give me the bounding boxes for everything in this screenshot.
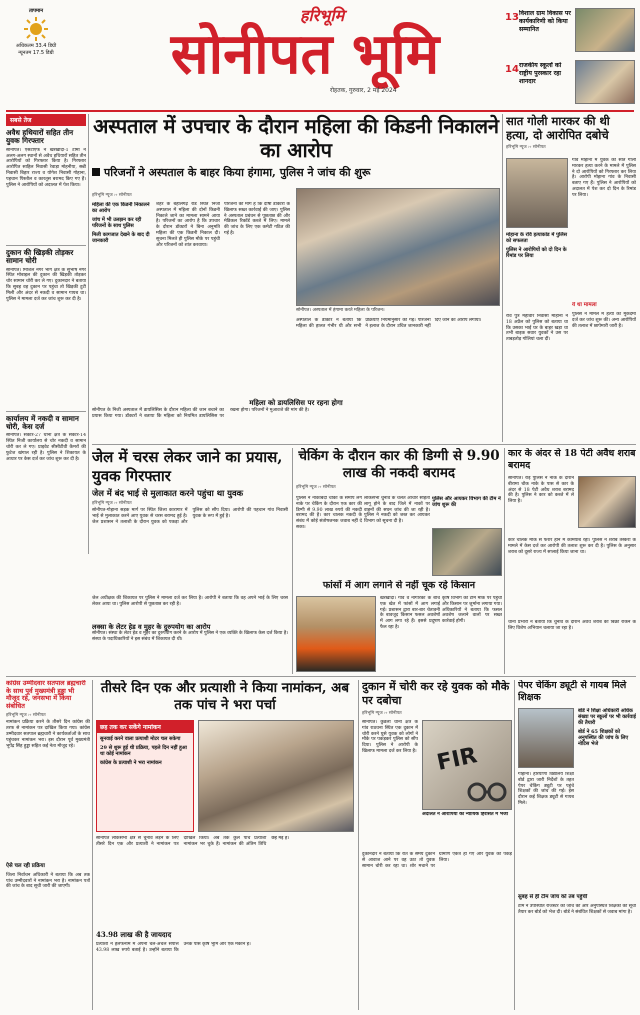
- murder-story: [506, 114, 636, 442]
- liquor-body-2: कार चालक मौके से फरार होने में कामयाब रहा। पुलिस ने शराब तस्करी के मामले में केस दर्ज कर आरोपी की तलाश शुरू कर दी है। पुलिस के अनुसार शराब को दूसरे राज्य में सप्लाई किया जाना था।: [508, 538, 636, 555]
- brand-small: हरिभूमि: [300, 6, 345, 25]
- liquor-body-3: थाना प्रभारी ने बताया कि चुनाव के दौरान अवैध शराब की बिक्री रोकने के लिए विशेष अभियान चलाया जा रहा है।: [508, 620, 636, 631]
- fire-body-1: खरखौदा। गांव व नागरिकों के बीच एक खेत में फांसों में आग लगाई गई। प्रशासन द्वारा बार-बार चेतावनी के बावजूद किसान फसल अवशेषों में आग लगा रहे हैं। इससे प्रदूषण फैल रहा है।: [380, 596, 440, 630]
- fire-body-2: कृषि विभाग की टीम मौके पर पहुंची और किसान पर जुर्माना लगाया गया। अधिकारियों ने बताया कि फसल अवशेष जलाने वालों पर सख्त कार्रवाई होगी।: [442, 596, 502, 625]
- jail-mini-headline[interactable]: लक्सा के लेटर हेड व मुहर के दुरुपयोग का आरोप: [92, 623, 211, 631]
- teaser-2[interactable]: [505, 58, 635, 108]
- jail-body-2: जेल अधीक्षक की शिकायत पर पुलिस ने मामला दर्ज कर लिया है। आरोपी ने बताया कि वह अपने भाई के लिए चरस लेकर आया था। पुलिस आरोपी से पूछताछ कर रही है।: [92, 596, 288, 607]
- teaser-2-number: 14: [505, 64, 519, 75]
- politics-side-body-2: जिला निर्वाचन अधिकारी ने बताया कि अब तक पांच उम्मीदवारों ने नामांकन भरा है। नामांकन पत्रों की जांच के बाद सूची जारी की जाएगी।: [6, 872, 90, 890]
- jail-subhead: जेल में बंद भाई से मुलाकात करने पहुंचा था युवक: [92, 488, 244, 498]
- nomination-story: [96, 680, 354, 1010]
- sun-icon: [23, 16, 49, 42]
- fire-headline[interactable]: फांसों में आग लगाने से नहीं चूक रहे किसान: [322, 580, 476, 591]
- nomination-box-title: छह तक कर सकेंगे नामांकन: [97, 721, 193, 733]
- sidebar-header: सबसे तेज: [6, 114, 86, 126]
- lead-mini-headline[interactable]: महिला को डायलिसिस पर रहना होगा: [249, 398, 343, 407]
- lead-mini-body: सोनीपत के निजी अस्पताल में डायलिसिस के दौरान महिला की जान बचाने का प्रयास किया गया। डॉक्टरों ने बताया कि महिला को नियमित डायलिसिस पर रखना होगा। परिजनों ने मुआवजे की मांग की है।: [92, 408, 310, 419]
- lead-bullet-1: महिला की एक किडनी निकालने का आरोप: [92, 202, 150, 214]
- murder-body-1: गांव मोहाना में युवक की सात गोली मारकर हत्या करने के मामले में पुलिस ने दो आरोपियों को गिरफ्तार कर लिया है। आरोपी मोहाना गांव के निवासी बताए गए हैं। पुलिस ने आरोपियों को अदालत में पेश कर दो दिन के रिमांड पर लिया।: [572, 158, 636, 198]
- lead-photo-caption: सोनीपत। अस्पताल में हंगामा करते महिला के परिजन।: [296, 308, 385, 313]
- teaser-2-photo: [575, 60, 635, 104]
- politics-side-body: नामांकन प्रक्रिया करने के तीसरे दिन कांग्रेस की तरफ से नामांकन पत्र दाखिल किया गया। कांग्रेस उम्मीदवार सतपाल ब्रह्मचारी ने कार्यकर्ताओं के साथ पहुंचकर नामांकन भरा। इस दौरान पूर्व मुख्यमंत्री भूपेंद्र सिंह हुड्डा सहित कई नेता मौजूद रहे।: [6, 720, 90, 749]
- fir-label: FIR: [434, 743, 480, 776]
- handcuff-icon: [467, 781, 507, 803]
- nomination-box-item-1: सुनवाई करने वाला प्रत्याशी मोटर चल सकेगा: [100, 736, 181, 742]
- liquor-headline[interactable]: कार के अंदर से 18 पेटी अवैध शराब बरामद: [508, 448, 636, 471]
- lead-subhead: [92, 166, 500, 180]
- teacher-photo: [518, 708, 574, 768]
- shop-caption: अदालत ने आरोपियों को न्यायिक हिरासत में भेजा: [422, 812, 508, 817]
- cash-story: [296, 448, 502, 578]
- jail-byline: हरिभूमि न्यूज ›› सोनीपत: [92, 501, 132, 506]
- teaser-1-photo: [575, 8, 635, 52]
- square-bullet-icon: [92, 168, 100, 176]
- jail-story: [92, 448, 288, 674]
- murder-headline[interactable]: सात गोली मारकर की थी हत्या, दो आरोपित दबोचे: [506, 114, 610, 142]
- teacher-story: [518, 680, 636, 1010]
- fir-graphic: [422, 720, 512, 810]
- politics-side-subhead: ऐसे चल रही प्रक्रिया: [6, 863, 45, 870]
- shop-body: सोनीपत। कुंडली थाना क्षेत्र के गांव राठधना स्थित एक दुकान में चोरी करने घुसे युवक को लोगों ने मौके पर पकड़कर पुलिस को सौंप दिया। पुलिस ने आरोपी के खिलाफ मामला दर्ज कर लिया है।: [362, 720, 418, 754]
- lead-body-2: परिजनों की मांग है कि दोषी डॉक्टरों के खिलाफ सख्त कार्रवाई की जाए। पुलिस ने अस्पताल प्रबंधन से पूछताछ की और मेडिकल रिकॉर्ड कब्जे में लिए। मामले की जांच के लिए एक कमेटी गठित की गई है।: [224, 202, 290, 236]
- weather-box: [6, 8, 66, 70]
- politics-side-headline[interactable]: कांग्रेस उम्मीदवार सतपाल ब्रह्मचारी के साथ पूर्व मुख्यमंत्री हुड्डा भी मौजूद रहे, जनसभा में किया संबोधित: [6, 680, 86, 710]
- cash-headline[interactable]: चेकिंग के दौरान कार की डिग्गी से 9.90 लाख की नकदी बरामद: [298, 448, 500, 481]
- cash-bullet: पुलिस और आयकर विभाग की टीम ने जांच शुरू की: [432, 496, 501, 508]
- murder-subhead: ये था मामला: [572, 302, 597, 308]
- murder-photo: [506, 158, 568, 228]
- right-col-divider: [502, 114, 503, 442]
- murder-byline: हरिभूमि न्यूज ›› सोनीपत: [506, 145, 546, 150]
- teacher-bullet-2: बोर्ड ने 65 शिक्षकों को अनुपस्थित की जांच के लिए नोटिस भेजे: [578, 729, 629, 747]
- nomination-headline[interactable]: तीसरे दिन एक और प्रत्याशी ने किया नामांकन, अब तक पांच ने भरा पर्चा: [100, 680, 350, 713]
- masthead-rule: [6, 110, 634, 112]
- assets-body: प्रत्याशी ने हलफनामे में अपनी चल-अचल संपत्ति 43.98 लाख रुपये बताई है। उन्होंने बताया कि उनके पास कृषि भूमि और एक मकान है।: [96, 942, 251, 953]
- lead-headline[interactable]: अस्पताल में उपचार के दौरान महिला की किडनी निकालने का आरोप: [93, 114, 499, 162]
- section-rule-1: [92, 444, 636, 445]
- jail-mini-body: सोनीपत। संस्था के लेटर हेड व मुहर का दुरुपयोग करने के आरोप में पुलिस ने एक व्यक्ति के खिलाफ केस दर्ज किया है। संस्था के पदाधिकारियों ने इस संबंध में शिकायत दी थी।: [92, 631, 288, 642]
- lead-body-3: अस्पताल के डॉक्टर ने बताया कि महिला की हालत गंभीर थी और सभी प्रक्रियाएं नियमानुसार की गईं। परिजनों ने इलाज के दौरान उचित जानकारी नहीं दिए जाने का आरोप लगाया।: [296, 318, 482, 329]
- teacher-bullet-1: बोर्ड ने शिक्षा अधिकारी अधिक संख्या पर स्कूलों पर भी कार्रवाई की तैयारी: [578, 708, 636, 726]
- lead-story: [92, 114, 500, 396]
- murder-body-3: पुलिस ने मामले में हत्या का मुकदमा दर्ज कर जांच शुरू की। अन्य आरोपियों की तलाश में छापेमारी जारी है।: [572, 312, 636, 329]
- nomination-box-item-3: कांग्रेस के प्रत्याशी ने भरा नामांकन: [100, 760, 162, 766]
- teacher-body: गोहाना। हरियाणा विद्यालय शिक्षा बोर्ड द्वारा जारी निर्देशों के तहत पेपर चेकिंग ड्यूटी पर पहुंचे शिक्षकों की जांच की गई। इस दौरान कई शिक्षक ड्यूटी से गायब मिले।: [518, 772, 574, 806]
- weather-label: तापमान: [28, 8, 44, 14]
- cash-photo: [432, 528, 502, 576]
- nomination-box: [96, 720, 194, 832]
- politics-side-story: [6, 680, 90, 1010]
- liquor-divider: [504, 448, 505, 674]
- shop-headline[interactable]: दुकान में चोरी कर रहे युवक को मौके पर दबोचा: [362, 680, 510, 707]
- section-rule-2: [6, 676, 636, 677]
- cash-body-1: पुलिस ने नाकाबंदी चौकी के समीप लगे नाके पर चेकिंग के दौरान एक कार की डिग्गी से 9.90 लाख रुपये की नकदी बरामद की है। कार चालक नकदी के संबंध में कोई संतोषजनक जवाब नहीं दे सका।: [296, 496, 362, 530]
- teaser-1-number: 13: [505, 12, 519, 23]
- teacher-subhead: सुबह से ही टीम जांच को तब पहुंची: [518, 894, 588, 900]
- sidebar-story-3-title[interactable]: कार्यालय में नकदी व सामान चोरी, केस दर्ज: [6, 413, 79, 432]
- nomination-box-item-2: 29 से शुरू हुई थी प्रक्रिया, पहले दिन नहीं हुआ था कोई नामांकन: [100, 745, 187, 757]
- liquor-photo: [578, 476, 636, 528]
- jail-headline[interactable]: जेल में चरस लेकर जाने का प्रयास, युवक गिरफ्तार: [92, 448, 283, 485]
- masthead: [0, 0, 640, 110]
- sidebar-story-2-body: सोनीपत। मिशिल नगर भाग क्षेत्र के सुभाष नगर स्थित मोबाइल की दुकान की खिड़की तोड़कर चोर सामान चोरी कर ले गए। दुकानदार ने बताया कि सुबह वह दुकान पर पहुंचा तो खिड़की टूटी मिली और अंदर से नकदी व सामान गायब था। पुलिस ने मामला दर्ज कर जांच शुरू कर दी है।: [6, 267, 86, 302]
- teacher-headline[interactable]: पेपर चेकिंग ड्यूटी से गायब मिले शिक्षक: [518, 680, 627, 703]
- murder-body-2: रवि पुत्र महावीर निवासी मोहाना ने 18 अप्रैल को पुलिस को बताया था कि उसका भाई घर के बाहर खड़ा था तभी बाइक सवार युवकों ने उस पर ताबड़तोड़ गोलियां चला दीं।: [506, 314, 568, 343]
- shop-body-2: दुकानदार ने बताया कि रात के समय दुकान से आवाज आने पर वह उठा तो युवक सामान चोरी कर रहा था। शोर मचाने पर ग्रामीण एकत्र हो गए और युवक को पकड़ लिया।: [362, 852, 512, 869]
- nomination-photo: [198, 720, 354, 832]
- sidebar-story-2-title[interactable]: दुकान की खिड़की तोड़कर सामान चोरी: [6, 247, 74, 266]
- murder-bullet-1: मोहाना के रवि हत्याकांड में पुलिस को सफलता: [506, 232, 567, 244]
- teaser-1[interactable]: [505, 6, 635, 56]
- temp-max: अधिकतम 33.4 डिग्री: [15, 43, 57, 49]
- murder-bullet-2: पुलिस ने आरोपियों को दो दिन के रिमांड पर लिया: [506, 247, 567, 259]
- teacher-divider: [514, 680, 515, 1010]
- liquor-story: [508, 448, 636, 674]
- politics-side-byline: हरिभूमि न्यूज ›› सोनीपत: [6, 713, 46, 719]
- nomination-body: सोनीपत लोकसभा क्षेत्र से चुनाव लड़ने के लिए तीसरे दिन एक और प्रत्याशी ने नामांकन पत्र दाखिल किया। अब तक कुल पांच प्रत्याशी नामांकन भर चुके हैं। नामांकन की अंतिम तिथि छह मई है।: [96, 836, 290, 847]
- lead-photo: [296, 188, 500, 306]
- shop-divider: [358, 680, 359, 1010]
- dateline: रोहतक, गुरुवार, 2 मई 2024: [330, 87, 397, 94]
- sidebar: [6, 114, 86, 554]
- jail-body-1: सोनीपत-गोहाना सड़क मार्ग पर स्थित जिला कारागार में भाई से मुलाकात करने आए युवक से चरस बरामद हुई है। जेल प्रशासन ने तलाशी के दौरान युवक को पकड़ा और पुलिस को सौंप दिया। आरोपी की पहचान गांव निवासी युवक के रूप में हुई है।: [92, 508, 288, 525]
- teacher-body-2: टीम ने उपस्थिति रजिस्टर की जांच की और अनुपस्थित शिक्षकों की सूची तैयार कर बोर्ड को भेज दी। बोर्ड ने संबंधित शिक्षकों से जवाब मांगा है।: [518, 904, 636, 915]
- lead-mini-story: [92, 398, 500, 442]
- shop-byline: हरिभूमि न्यूज ›› सोनीपत: [362, 711, 402, 716]
- sidebar-story-1-body: सोनीपत। एसटीएफ ने खरखौदा-1 टीमों ने अलग-अलग स्थानों से अवैध हथियारों सहित तीन आरोपियों को गिरफ्तार किया है। गिरफ्तार आरोपित साहिल निवासी रेवाड़ा मोहनीया, सन्नी निवासी बिहार राज्य व योगेश निवासी गोहाना, पहचान पिस्तौल व कारतूस बरामद किए गए हैं। पुलिस ने आरोपियों को अदालत में पेश किया।: [6, 147, 86, 188]
- fire-story: [296, 580, 502, 674]
- lead-bullet-2: जांच में भी उलझन कर रही परिजनों के साथ पुलिस: [92, 217, 142, 229]
- lead-subhead-text: परिजनों ने अस्पताल के बाहर किया हंगामा, पुलिस ने जांच की शुरू: [104, 166, 371, 179]
- cash-divider: [292, 448, 293, 674]
- assets-headline[interactable]: 43.98 लाख की है जायदाद: [96, 930, 172, 939]
- shop-story: [362, 680, 512, 1010]
- teaser-1-text: विशाल ग्राम विकास पर कार्यकारिणी को किया सम्मानित: [519, 10, 571, 33]
- teaser-2-text: राजकीय स्कूलों को राष्ट्रीय पुरस्कार रहा शानदार: [519, 62, 562, 85]
- lead-bullet-3: मिली कागजात देखने के बाद दी जानकारी: [92, 232, 150, 244]
- lead-byline: हरिभूमि न्यूज ›› सोनीपत: [92, 193, 132, 198]
- fire-photo: [296, 596, 376, 672]
- politics-divider: [92, 680, 93, 1010]
- cash-byline: हरिभूमि न्यूज ›› सोनीपत: [296, 485, 336, 490]
- sidebar-story-1-title[interactable]: अवैध हथियारों सहित तीन युवक गिरफ्तार: [6, 128, 74, 146]
- liquor-body-1: सोनीपत। राई पुलिस ने नाके के दौरान बीरामा चौक नाके के पास से कार के अंदर से 18 पेटी अवैध शराब बरामद की है। पुलिस ने कार को कब्जे में ले लिया है।: [508, 476, 574, 505]
- masthead-title: सोनीपत भूमि: [170, 21, 440, 87]
- lead-body-1: शहर के बहालगढ़ रोड स्थित निजी अस्पताल में महिला की दोनों किडनी निकाले जाने का मामला सामने आया है। परिजनों का आरोप है कि उपचार के दौरान डॉक्टरों ने बिना अनुमति महिला की एक किडनी निकाल दी। सूचना मिलते ही पुलिस मौके पर पहुंची और परिजनों को शांत करवाया।: [156, 202, 220, 248]
- cash-body-2: लोकसभा चुनाव के चलते आचार संहिता लागू होने के बाद जिले में नाकों पर वाहनों की सघन जांच की जा रही है। पुलिस ने नकदी को जब्त कर आयकर विभाग को सूचना दी है।: [364, 496, 430, 525]
- temp-min: न्यूनतम 17.5 डिग्री: [18, 50, 54, 56]
- sidebar-divider: [88, 114, 89, 554]
- sidebar-story-3-body: सोनीपत। सेक्टर-27 थाना क्षेत्र के सेक्टर-14 स्थित निजी कार्यालय से चोर नकदी व सामान चोरी कर ले गए। प्राइवेट सीसीटीवी कैमरों की फुटेज खंगाल रही है। पुलिस ने शिकायत के आधार पर केस दर्ज कर जांच शुरू कर दी है।: [6, 433, 86, 462]
